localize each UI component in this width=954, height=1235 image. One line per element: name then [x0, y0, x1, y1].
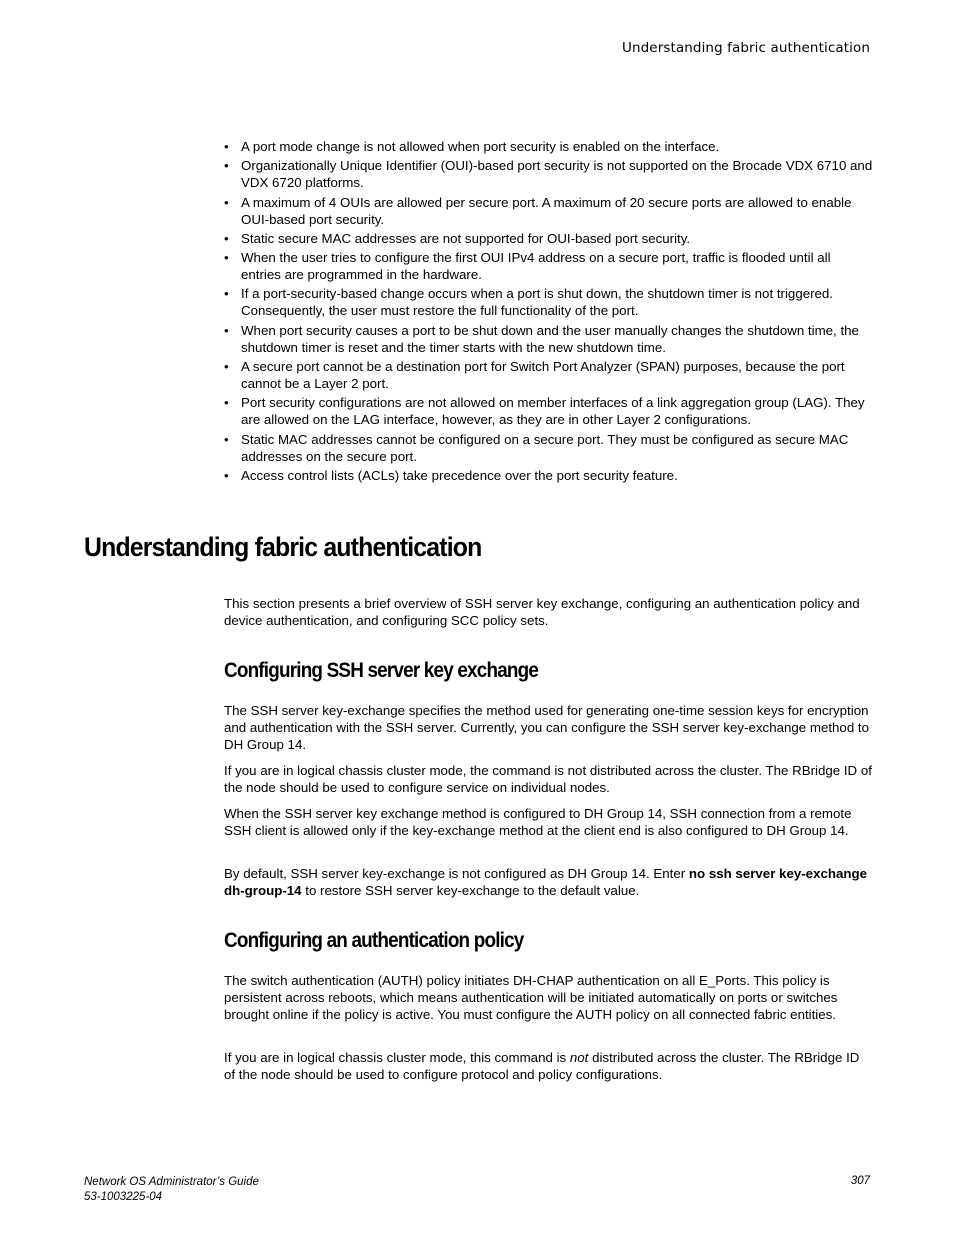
- section-heading: Understanding fabric authentication: [84, 532, 482, 562]
- list-item: [224, 138, 874, 155]
- list-item: [224, 322, 874, 356]
- bullet-icon: •: [224, 322, 229, 338]
- list-item-text: A maximum of 4 OUIs are allowed per secure port. A maximum of 20 secure ports are allowed to enable OUI-based port security.: [241, 194, 852, 227]
- auth-paragraph-1: The switch authentication (AUTH) policy initiates DH-CHAP authentication on all E_Ports. This policy is persistent across reboots, which means authentication will be initiated automatically on ports or switches brought online if the policy is active. You must configure the AUTH policy on all connected fabric entities.: [224, 973, 838, 1022]
- bullet-icon: •: [224, 431, 229, 447]
- list-item-text: When port security causes a port to be shut down and the user manually changes the shutdown time, the shutdown timer is reset and the timer starts with the new shutdown time.: [241, 322, 859, 355]
- list-item-text: Port security configurations are not allowed on member interfaces of a link aggregation group (LAG). They are allowed on the LAG interface, however, as they are in other Layer 2 configurations.: [241, 395, 865, 428]
- bullet-icon: •: [224, 286, 229, 302]
- bullet-icon: •: [224, 139, 229, 154]
- list-item-text: Organizationally Unique Identifier (OUI)-based port security is not supported on the Brocade VDX 6710 and VDX 6720 platforms.: [241, 158, 873, 191]
- list-item: [224, 394, 874, 428]
- bullet-icon: •: [224, 467, 229, 483]
- footer-doc-title: Network OS Administrator’s Guide: [84, 1176, 259, 1188]
- list-item-text: If a port-security-based change occurs when a port is shut down, the shutdown timer is not triggered. Consequently, the user must restore the full functionality of the port.: [241, 286, 834, 319]
- ssh-command: no ssh server key-exchange dh-group-14: [224, 866, 868, 898]
- bullet-icon: •: [224, 359, 229, 375]
- list-item-text: A secure port cannot be a destination port for Switch Port Analyzer (SPAN) purposes, because the port cannot be a Layer 2 port.: [241, 359, 845, 392]
- bullet-icon: •: [224, 158, 229, 174]
- auth-paragraph-2-text: If you are in logical chassis cluster mode, this command is: [224, 1050, 570, 1065]
- auth-heading: Configuring an authentication policy: [224, 929, 524, 952]
- list-item-text: Static MAC addresses cannot be configured on a secure port. They must be configured as secure MAC addresses on the secure port.: [241, 431, 849, 464]
- list-item: [224, 249, 874, 283]
- footer-doc-number: 53-1003225-04: [84, 1191, 163, 1203]
- page-number: 307: [850, 1175, 870, 1187]
- restrictions-list: [224, 138, 874, 486]
- ssh-paragraph-4-tail: to restore SSH server key-exchange to the default value.: [301, 883, 640, 898]
- list-item: [224, 467, 874, 484]
- list-item-text: Access control lists (ACLs) take precedence over the port security feature.: [241, 467, 678, 483]
- list-item: [224, 230, 874, 247]
- bullet-icon: •: [224, 395, 229, 411]
- ssh-paragraph-4-text: By default, SSH server key-exchange is not configured as DH Group 14. Enter: [224, 866, 689, 881]
- list-item: [224, 194, 874, 228]
- ssh-paragraph-1: The SSH server key-exchange specifies the method used for generating one-time session keys for encryption and authentication with the SSH server. Currently, you can configure the SSH server key-exchange method to DH Group 14.: [224, 703, 869, 752]
- ssh-heading: Configuring SSH server key exchange: [224, 659, 539, 682]
- list-item: [224, 157, 874, 191]
- footer-doc-info: [84, 1175, 259, 1205]
- ssh-paragraph-2: If you are in logical chassis cluster mode, the command is not distributed across the cluster. The RBridge ID of the node should be used to configure service on individual nodes.: [224, 763, 872, 795]
- bullet-icon: •: [224, 230, 229, 246]
- section-intro: This section presents a brief overview of SSH server key exchange, configuring an authentication policy and device authentication, and configuring SCC policy sets.: [224, 596, 860, 628]
- bullet-icon: •: [224, 250, 229, 266]
- ssh-paragraph-4: [224, 865, 872, 899]
- ssh-paragraph-3: When the SSH server key exchange method is configured to DH Group 14, SSH connection from a remote SSH client is allowed only if the key-exchange method at the client end is also configured to DH Group 14.: [224, 806, 852, 838]
- list-item-text: A port mode change is not allowed when port security is enabled on the interface.: [241, 139, 720, 154]
- bullet-icon: •: [224, 194, 229, 210]
- running-header: Understanding fabric authentication: [621, 40, 870, 56]
- list-item: [224, 285, 874, 319]
- list-item: [224, 431, 874, 465]
- auth-paragraph-2-tail: distributed across the cluster. The RBridge ID of the node should be used to configure protocol and policy configurations.: [224, 1050, 860, 1082]
- list-item: [224, 358, 874, 392]
- auth-emphasis: not: [569, 1050, 589, 1065]
- list-item-text: Static secure MAC addresses are not supported for OUI-based port security.: [241, 230, 691, 246]
- auth-paragraph-2: [224, 1049, 872, 1083]
- list-item-text: When the user tries to configure the first OUI IPv4 address on a secure port, traffic is flooded until all entries are programmed in the hardware.: [241, 250, 831, 283]
